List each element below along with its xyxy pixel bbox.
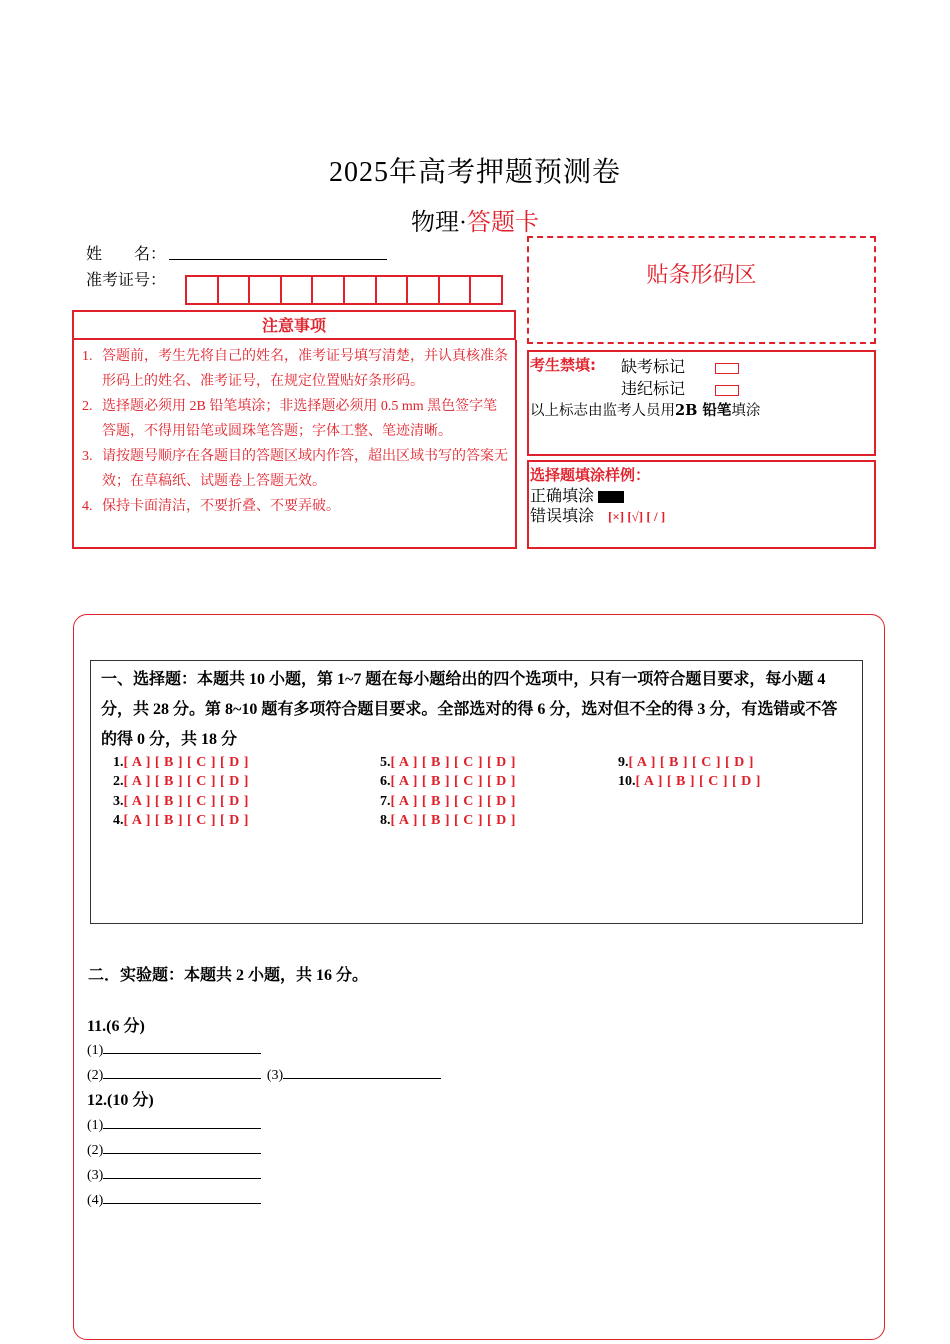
subject-label: 物理· [411, 210, 467, 236]
id-digit-box[interactable] [250, 277, 282, 303]
section2-heading: 二．实验题：本题共 2 小题，共 16 分。 [88, 967, 369, 984]
proctor-colon: : [590, 356, 597, 374]
answer-blank[interactable] [103, 1164, 261, 1179]
blank-number: (4) [87, 1193, 104, 1208]
q12-blank-4[interactable] [87, 1189, 261, 1209]
question-number: 8. [380, 812, 391, 828]
question-number: 7. [380, 793, 391, 809]
id-digit-box[interactable] [282, 277, 314, 303]
absent-label: 缺考标记 [621, 359, 686, 376]
question-number: 10. [618, 774, 636, 790]
answer-options[interactable]: [ A ] [ B ] [ C ] [ D ] [390, 755, 516, 770]
notice-body [72, 340, 517, 549]
notice-text: 答题前，考生先将自己的姓名，准考证号填写清楚，并认真核准条形码上的姓名、准考证号，在规定位置贴好条形码。 [102, 349, 508, 389]
question-number: 9. [618, 755, 629, 770]
q12-blank-2[interactable] [87, 1139, 261, 1159]
answer-options[interactable]: [ A ] [ B ] [ C ] [ D ] [390, 774, 516, 790]
proctor-note-suffix: 填涂 [731, 403, 761, 419]
answer-blank[interactable] [103, 1114, 261, 1129]
answer-options[interactable]: [ A ] [ B ] [ C ] [ D ] [390, 793, 516, 809]
id-digit-box[interactable] [440, 277, 472, 303]
wrong-label: 错误填涂 [530, 508, 595, 525]
answer-options[interactable]: [ A ] [ B ] [ C ] [ D ] [123, 774, 249, 790]
id-digit-box[interactable] [471, 277, 501, 303]
notice-num: 1. [82, 349, 93, 364]
id-digit-box[interactable] [408, 277, 440, 303]
proctor-marks-box [527, 350, 876, 456]
id-digit-box[interactable] [187, 277, 219, 303]
notice-heading: 注意事项 [72, 310, 516, 340]
name-label: 姓 名： [86, 246, 167, 263]
wrong-marks: [×] [√] [ / ] [608, 509, 666, 524]
question-number: 4. [113, 812, 124, 828]
fill-sample-box [527, 460, 876, 549]
mc-row[interactable] [113, 792, 249, 811]
answer-blank[interactable] [103, 1039, 261, 1054]
page-title: 2025年高考押题预测卷 [328, 157, 621, 188]
name-field[interactable] [169, 241, 387, 260]
mc-row[interactable] [380, 811, 516, 830]
proctor-note-bold: 2B 铅笔 [675, 402, 732, 419]
q11-blank-1[interactable] [87, 1039, 261, 1059]
mc-row[interactable] [618, 772, 761, 791]
card-label: 答题卡 [467, 210, 539, 236]
id-digit-box[interactable] [377, 277, 409, 303]
mc-row[interactable] [380, 772, 516, 791]
mc-row[interactable] [113, 753, 249, 772]
answer-options[interactable]: [ A ] [ B ] [ C ] [ D ] [123, 755, 249, 770]
notice-num: 4. [82, 499, 93, 514]
section1-instructions: 一、选择题：本题共 10 小题，第 1~7 题在每小题给出的四个选项中，只有一项符合题目要求，每小题 4 分，共 28 分。第 8~10 题有多项符合题目要求。全部选对的得 6 分，选对但不全的得 3 分，有选错或不答的得 0 分，共 18 分 [101, 671, 838, 748]
mc-column [380, 753, 516, 830]
mc-row[interactable] [113, 811, 249, 830]
proctor-note-prefix: 以上标志由监考人员用 [530, 403, 675, 419]
notice-item [82, 394, 509, 444]
sample-heading: 选择题填涂样例： [530, 466, 651, 484]
notice-num: 2. [82, 399, 93, 414]
answer-options[interactable]: [ A ] [ B ] [ C ] [ D ] [390, 812, 516, 828]
answer-blank[interactable] [103, 1189, 261, 1204]
violation-mark-row [621, 376, 739, 399]
question-number: 3. [113, 793, 124, 809]
notice-text: 选择题必须用 2B 铅笔填涂；非选择题必须用 0.5 mm 黑色签字笔答题，不得用铅笔或圆珠笔答题；字体工整、笔迹清晰。 [102, 399, 498, 439]
id-digit-box[interactable] [219, 277, 251, 303]
absent-mark-row [621, 354, 739, 377]
barcode-area [527, 236, 876, 344]
filled-bubble-icon [598, 491, 624, 503]
mc-column [618, 753, 761, 792]
notice-num: 3. [82, 449, 93, 464]
notice-text: 保持卡面清洁，不要折叠、不要弄破。 [102, 499, 340, 514]
question-number: 2. [113, 774, 124, 790]
barcode-label: 贴条形码区 [646, 262, 757, 287]
q12-blank-3[interactable] [87, 1164, 261, 1184]
answer-options[interactable]: [ A ] [ B ] [ C ] [ D ] [635, 774, 761, 790]
blank-number: (3) [266, 1068, 284, 1083]
blank-number: (1) [87, 1043, 104, 1058]
q12-blank-1[interactable] [87, 1114, 261, 1134]
notice-text: 请按题号顺序在各题目的答题区域内作答，超出区域书写的答案无效；在草稿纸、试题卷上答题无效。 [102, 449, 508, 489]
blank-number: (2) [87, 1143, 104, 1158]
notice-item [82, 344, 509, 394]
answer-options[interactable]: [ A ] [ B ] [ C ] [ D ] [123, 812, 249, 828]
proctor-heading: 考生禁填 [530, 356, 591, 374]
blank-number: (2) [87, 1068, 104, 1083]
page-subtitle [0, 202, 950, 237]
absent-mark-box[interactable] [715, 363, 739, 374]
violation-label: 违纪标记 [621, 381, 686, 398]
blank-number: (3) [87, 1168, 104, 1183]
answer-blank[interactable] [103, 1139, 261, 1154]
mc-row[interactable] [618, 753, 761, 772]
question-number: 6. [380, 774, 391, 790]
multiple-choice-box [90, 660, 863, 924]
mc-row[interactable] [380, 753, 516, 772]
mc-column [113, 753, 249, 830]
blank-number: (1) [87, 1118, 104, 1133]
violation-mark-box[interactable] [715, 385, 739, 396]
proctor-note [530, 399, 760, 420]
id-digit-box[interactable] [345, 277, 377, 303]
wrong-sample-row [530, 503, 665, 526]
question-number: 1. [113, 755, 124, 770]
q12-heading: 12.(10 分) [87, 1092, 154, 1109]
answer-blank[interactable] [283, 1064, 441, 1079]
exam-id-label: 准考证号： [86, 272, 167, 289]
q11-heading: 11.(6 分) [87, 1018, 145, 1035]
notice-item [82, 444, 509, 494]
answer-options[interactable]: [ A ] [ B ] [ C ] [ D ] [123, 793, 249, 809]
answer-options[interactable]: [ A ] [ B ] [ C ] [ D ] [628, 755, 754, 770]
exam-id-grid[interactable] [185, 275, 503, 305]
notice-item [82, 494, 509, 519]
correct-label: 正确填涂 [530, 488, 595, 505]
id-digit-box[interactable] [313, 277, 345, 303]
question-number: 5. [380, 755, 391, 770]
mc-row[interactable] [380, 792, 516, 811]
answer-blank[interactable] [103, 1064, 261, 1079]
mc-row[interactable] [113, 772, 249, 791]
q11-blank-2[interactable] [87, 1064, 441, 1084]
